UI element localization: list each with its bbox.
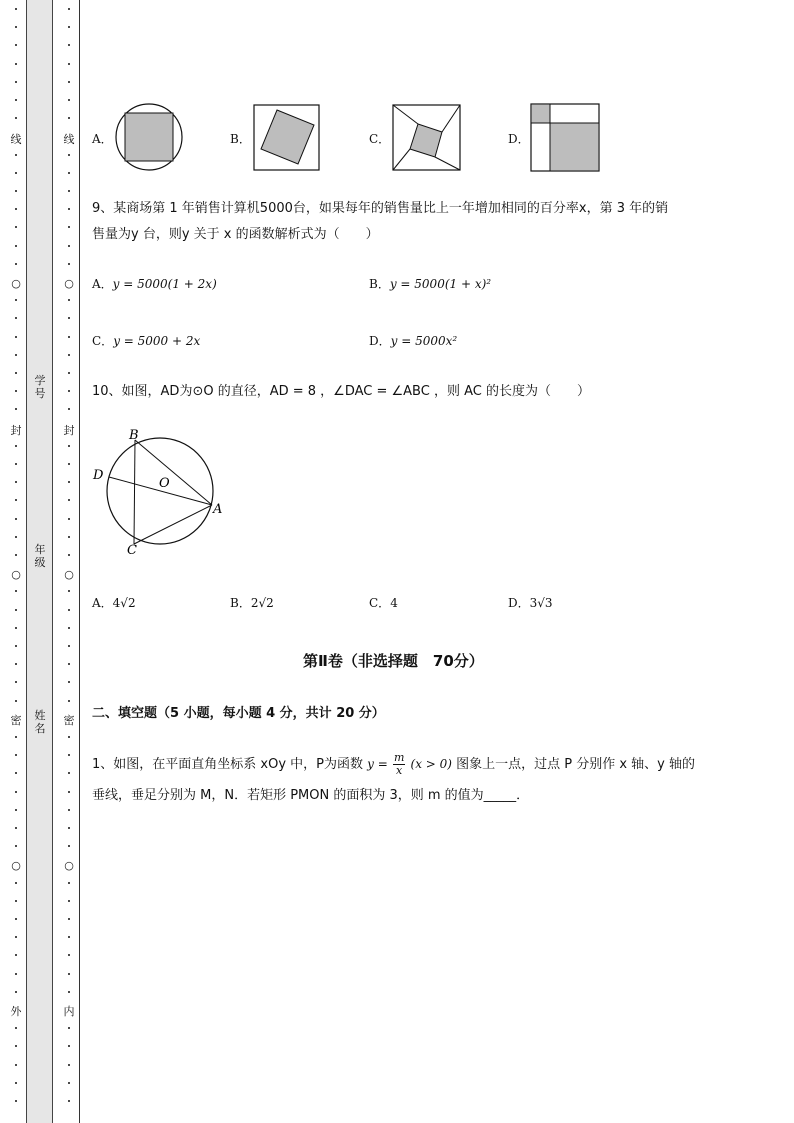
q9-option-a-letter: A． <box>92 277 113 291</box>
margin-dot <box>68 190 70 192</box>
margin-dot <box>68 117 70 119</box>
fill-in-section-title: 二、填空题（5 小题，每小题 4 分，共计 20 分） <box>92 706 385 721</box>
right-circle-2: ○ <box>62 569 76 581</box>
margin-dot <box>15 1027 17 1029</box>
margin-dot <box>15 336 17 338</box>
margin-dot <box>68 208 70 210</box>
right-circle-1: ○ <box>62 278 76 290</box>
margin-dot <box>15 99 17 101</box>
margin-dot <box>15 63 17 65</box>
strip-field-grade: 年 级 <box>34 543 46 569</box>
fill-q1-func-cond: (x > 0) <box>410 757 452 771</box>
margin-dot <box>68 372 70 374</box>
q10-option-b-expr: 2√2 <box>250 596 274 610</box>
q9-option-b-expr: y = 5000(1 + x)² <box>389 277 492 291</box>
margin-dot <box>15 445 17 447</box>
q10-option-c-letter: C． <box>369 596 391 610</box>
margin-dot <box>15 882 17 884</box>
margin-dot <box>68 99 70 101</box>
margin-dot <box>68 991 70 993</box>
margin-dot <box>68 63 70 65</box>
margin-dot <box>68 226 70 228</box>
q9-option-a-expr: y = 5000(1 + 2x) <box>112 277 217 291</box>
margin-dot <box>15 81 17 83</box>
margin-dot <box>68 845 70 847</box>
margin-dot <box>15 681 17 683</box>
margin-dot <box>68 554 70 556</box>
fill-q1-fraction-den: x <box>396 764 403 777</box>
margin-dot <box>68 590 70 592</box>
q10-option-a-expr: 4√2 <box>112 596 136 610</box>
fill-q1-text-b: 图象上一点，过点 P 分别作 x 轴、y 轴的 <box>456 757 695 772</box>
q10-stem: 10、如图，AD为⊙O 的直径，AD = 8 ，∠DAC = ∠ABC ，则 AC 的长度为（ ） <box>92 384 590 399</box>
margin-dot <box>68 154 70 156</box>
margin-dot <box>68 518 70 520</box>
margin-dot <box>15 809 17 811</box>
margin-dot <box>15 499 17 501</box>
strip-field-student-id: 学 号 <box>34 374 46 400</box>
margin-dot <box>68 954 70 956</box>
margin-dot <box>15 463 17 465</box>
margin-dot <box>15 736 17 738</box>
margin-dot <box>15 663 17 665</box>
margin-dot <box>68 681 70 683</box>
margin-dot <box>68 900 70 902</box>
left-label-feng: 封 <box>10 424 22 437</box>
margin-dot <box>68 299 70 301</box>
margin-dot <box>68 1082 70 1084</box>
margin-dot <box>68 1100 70 1102</box>
margin-dot <box>15 536 17 538</box>
margin-dot <box>68 390 70 392</box>
margin-dot <box>15 554 17 556</box>
margin-dot <box>15 8 17 10</box>
margin-dot <box>15 44 17 46</box>
margin-dot <box>15 354 17 356</box>
q9-option-c <box>92 333 200 349</box>
margin-dot <box>68 245 70 247</box>
q9-option-d-expr: y = 5000x² <box>390 334 458 348</box>
margin-dot <box>15 154 17 156</box>
margin-dot <box>15 172 17 174</box>
margin-dot <box>68 445 70 447</box>
margin-dot <box>15 26 17 28</box>
q9-option-b-letter: B． <box>369 277 390 291</box>
q10-option-a <box>92 595 136 611</box>
q8-option-c-letter: C． <box>369 132 391 146</box>
margin-dot <box>68 1045 70 1047</box>
margin-dot <box>15 190 17 192</box>
margin-dot <box>68 772 70 774</box>
q9-option-c-letter: C． <box>92 334 114 348</box>
margin-dot <box>15 827 17 829</box>
margin-dot <box>15 900 17 902</box>
fill-q1-fraction <box>393 752 405 777</box>
margin-dot <box>15 645 17 647</box>
label-c: C <box>127 543 137 557</box>
fill-q1-func-y: y = <box>367 757 388 771</box>
margin-dot <box>15 845 17 847</box>
margin-dot <box>15 299 17 301</box>
margin-dot <box>15 208 17 210</box>
margin-dot <box>15 408 17 410</box>
margin-dot <box>15 754 17 756</box>
q8-figure-c <box>392 104 462 172</box>
margin-dot <box>68 263 70 265</box>
q10-option-d-letter: D． <box>508 596 530 610</box>
margin-dot <box>68 536 70 538</box>
margin-dot <box>15 627 17 629</box>
margin-dot <box>68 26 70 28</box>
q8-figure-a <box>113 103 185 171</box>
fill-q1-line2: 垂线，垂足分别为 M，N．若矩形 PMON 的面积为 3，则 m 的值为_____． <box>92 788 530 803</box>
margin-dot <box>68 317 70 319</box>
margin-dot <box>68 627 70 629</box>
margin-dot <box>68 700 70 702</box>
margin-dot <box>15 954 17 956</box>
right-label-feng: 封 <box>63 424 75 437</box>
strip-field-name: 姓 名 <box>34 709 46 735</box>
q10-option-c-expr: 4 <box>390 596 398 610</box>
margin-dot <box>68 827 70 829</box>
q9-option-d-letter: D． <box>369 334 391 348</box>
q10-option-b <box>230 595 274 611</box>
q8-figure-b <box>253 104 321 172</box>
right-label-nei: 内 <box>63 1005 75 1018</box>
label-d: D <box>93 468 104 483</box>
margin-dot <box>68 1064 70 1066</box>
label-a: A <box>213 502 223 517</box>
q8-option-b-letter: B． <box>230 132 251 146</box>
margin-dot <box>68 336 70 338</box>
fill-q1-fraction-num: m <box>393 751 405 764</box>
q9-stem-line2: 售量为y 台，则y 关于 x 的函数解析式为（ ） <box>92 227 379 242</box>
margin-dot <box>68 791 70 793</box>
left-dot-column <box>9 0 23 1123</box>
margin-dot <box>15 263 17 265</box>
margin-dot <box>68 936 70 938</box>
margin-edge-line <box>79 0 80 1123</box>
margin-dot <box>68 736 70 738</box>
margin-dot <box>15 117 17 119</box>
margin-dot <box>15 226 17 228</box>
margin-dot <box>68 754 70 756</box>
margin-dot <box>68 172 70 174</box>
margin-dot <box>68 1027 70 1029</box>
q9-option-d <box>369 333 457 349</box>
q10-option-b-letter: B． <box>230 596 251 610</box>
margin-dot <box>68 499 70 501</box>
label-b: B <box>129 428 139 443</box>
left-circle-3: ○ <box>9 860 23 872</box>
right-circle-3: ○ <box>62 860 76 872</box>
margin-dot <box>68 882 70 884</box>
margin-dot <box>15 991 17 993</box>
fill-q1-line1 <box>92 752 695 777</box>
margin-dot <box>15 317 17 319</box>
margin-dot <box>68 408 70 410</box>
margin-dot <box>15 700 17 702</box>
margin-dot <box>15 936 17 938</box>
q8-figure-d <box>530 103 601 173</box>
fill-q1-text-a: 1、如图，在平面直角坐标系 xOy 中，P为函数 <box>92 757 363 772</box>
right-dot-column <box>62 0 76 1123</box>
margin-dot <box>15 918 17 920</box>
margin-dot <box>15 791 17 793</box>
q10-option-d <box>508 595 553 611</box>
q10-option-a-letter: A． <box>92 596 113 610</box>
right-label-xian: 线 <box>63 133 75 146</box>
q10-option-d-expr: 3√3 <box>529 596 553 610</box>
margin-dot <box>68 8 70 10</box>
q10-option-c <box>369 595 398 611</box>
margin-dot <box>15 372 17 374</box>
right-label-mi: 密 <box>63 714 75 727</box>
margin-dot <box>68 481 70 483</box>
left-label-mi: 密 <box>10 714 22 727</box>
margin-dot <box>15 1064 17 1066</box>
q9-option-a <box>92 276 217 292</box>
left-circle-2: ○ <box>9 569 23 581</box>
label-o: O <box>159 476 170 491</box>
q8-option-a-letter: A． <box>92 132 113 146</box>
q9-option-c-expr: y = 5000 + 2x <box>113 334 201 348</box>
margin-dot <box>15 518 17 520</box>
part-2-title: 第Ⅱ卷（非选择题 70分） <box>303 652 484 670</box>
margin-dot <box>68 463 70 465</box>
margin-dot <box>15 1100 17 1102</box>
left-circle-1: ○ <box>9 278 23 290</box>
margin-dot <box>68 609 70 611</box>
margin-dot <box>68 81 70 83</box>
margin-dot <box>15 973 17 975</box>
margin-dot <box>68 44 70 46</box>
margin-dot <box>15 772 17 774</box>
left-label-xian: 线 <box>10 133 22 146</box>
margin-dot <box>15 590 17 592</box>
q9-stem-line1: 9、某商场第 1 年销售计算机5000台，如果每年的销售量比上一年增加相同的百分率x，第 3 年的销 <box>92 201 669 216</box>
margin-dot <box>15 1045 17 1047</box>
margin-dot <box>15 245 17 247</box>
q9-option-b <box>369 276 491 292</box>
q8-option-d-letter: D． <box>508 132 530 146</box>
margin-dot <box>15 1082 17 1084</box>
margin-dot <box>15 609 17 611</box>
margin-dot <box>15 481 17 483</box>
margin-dot <box>68 645 70 647</box>
q10-circle-figure <box>88 425 228 557</box>
margin-dot <box>15 390 17 392</box>
left-label-wai: 外 <box>10 1005 22 1018</box>
margin-dot <box>68 354 70 356</box>
margin-dot <box>68 663 70 665</box>
margin-dot <box>68 809 70 811</box>
margin-dot <box>68 918 70 920</box>
margin-dot <box>68 973 70 975</box>
